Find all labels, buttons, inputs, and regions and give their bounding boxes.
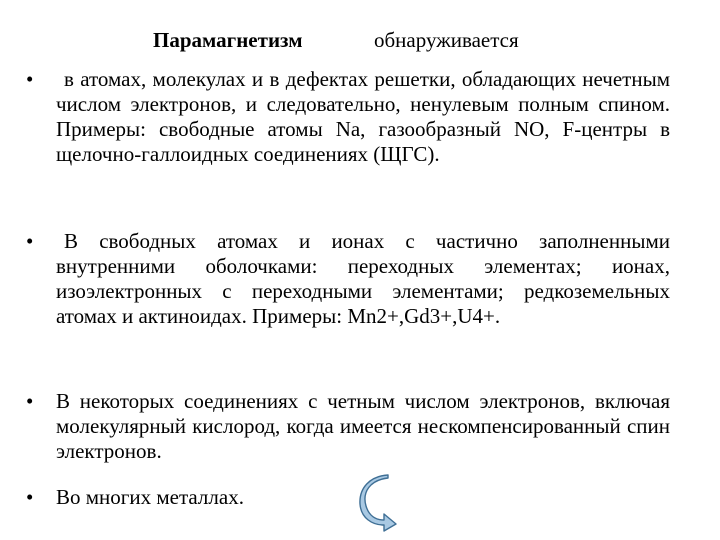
bullet-4: • xyxy=(26,485,34,509)
list-item-text: В некоторых соединениях с четным числом электронов, включая молекулярный кислород, когда имеется нескомпенсированный спин электронов. xyxy=(56,389,670,463)
list-item xyxy=(56,67,670,167)
list-item-text: в атомах, молекулах и в дефектах решетки, обладающих нечетным числом электронов, и следовательно, ненулевым полным спином. Примеры: свободные атомы Na, газообразный NO, F-центры в щелочно-галлоидных соединениях (ЩГС). xyxy=(56,67,670,166)
list-item xyxy=(56,229,670,329)
title-bold: Парамагнетизм xyxy=(153,28,303,52)
list-item xyxy=(56,389,670,464)
list-item-text: Во многих металлах. xyxy=(56,485,244,509)
bullet-1: • xyxy=(26,67,34,91)
bullet-3: • xyxy=(26,389,34,413)
title-rest: обнаруживается xyxy=(374,28,519,52)
curved-arrow-icon xyxy=(358,474,400,532)
list-item-text: В свободных атомах и ионах с частично заполненными внутренними оболочками: переходных элементах; ионах, изоэлектронных с переходными элементами; редкоземельных атомах и актиноидах. Примеры: Mn2+,Gd3+,U4+. xyxy=(56,229,670,328)
bullet-2: • xyxy=(26,229,34,253)
